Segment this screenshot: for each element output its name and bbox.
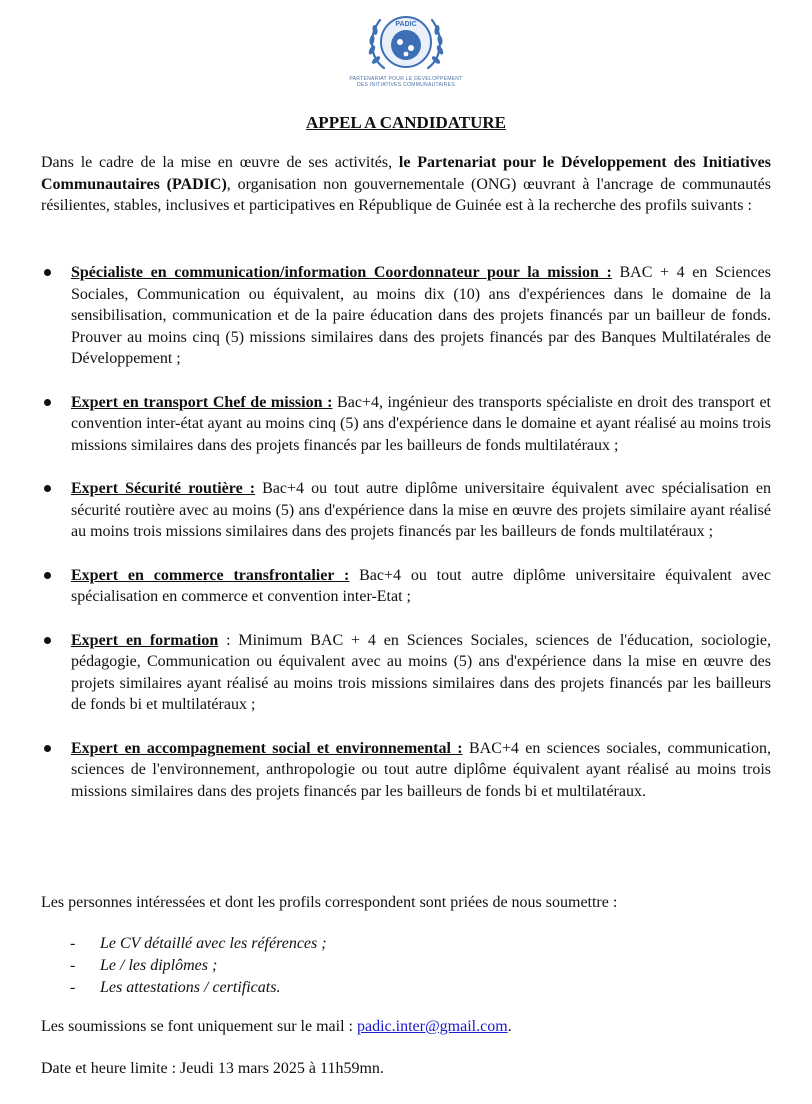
profile-heading: Expert Sécurité routière :	[71, 480, 256, 497]
deadline-line: Date et heure limite : Jeudi 13 mars 2025 à 11h59mn.	[41, 1060, 384, 1077]
intro-paragraph	[41, 152, 771, 217]
intro-organization: le Partenariat pour le Développement des Initiatives Communautaires (PADIC)	[41, 154, 772, 193]
logo-caption	[320, 76, 492, 88]
profile-heading: Expert en commerce transfrontalier :	[71, 566, 350, 584]
documents-list	[70, 933, 327, 999]
submission-end: .	[507, 1018, 512, 1035]
list-item	[70, 933, 327, 955]
list-item	[71, 565, 771, 608]
bullet-icon	[44, 572, 51, 579]
dash-icon: -	[70, 979, 76, 996]
document-item: Le / les diplômes ;	[100, 957, 218, 974]
profile-text: Bac+4, ingénieur des transports spécialiste en droit des transport et convention inter-état ayant au moins cinq (5) ans d'expérience dans le domaine et ayant réalisé au moins trois missions similaires dans des projets financés par les bailleurs de fonds multilatéraux ;	[71, 393, 772, 454]
document-item: Les attestations / certificats.	[100, 979, 281, 996]
profile-heading: Expert en transport Chef de mission :	[71, 393, 333, 411]
submission-text: Les soumissions se font uniquement sur le mail :	[41, 1018, 357, 1035]
dash-icon: -	[70, 935, 76, 952]
profile-text: Bac+4 ou tout autre diplôme universitaire équivalent avec spécialisation en commerce et convention inter-Etat ;	[71, 566, 771, 605]
bullet-icon	[44, 485, 51, 492]
bullet-icon	[44, 637, 51, 644]
logo-caption-line2: DES INITIATIVES COMMUNAUTAIRES	[357, 82, 455, 88]
list-item	[71, 630, 771, 716]
profile-heading: Spécialiste en communication/information Coordonnateur pour la mission :	[71, 264, 612, 281]
dash-icon: -	[70, 957, 76, 974]
list-item	[71, 738, 771, 803]
logo-caption-line1: PARTENARIAT POUR LE DEVELOPPEMENT	[349, 76, 463, 82]
list-item	[71, 392, 771, 457]
list-item	[71, 262, 771, 370]
bullet-icon	[44, 269, 51, 276]
profile-heading: Expert en formation	[71, 631, 219, 649]
intro-before: Dans le cadre de la mise en œuvre de ses activités,	[41, 154, 399, 171]
list-item	[71, 478, 771, 543]
profile-text: BAC+4 en sciences sociales, communication, sciences de l'environnement, anthropologie ou tout autre diplôme équivalent ayant réalisé au moins trois missions similaires dans des projets financés par les bailleurs de fonds bi et multilatéraux.	[71, 739, 771, 800]
closing-paragraph: Les personnes intéressées et dont les profils correspondent sont priées de nous soumettre :	[41, 894, 618, 911]
profile-text: : Minimum BAC + 4 en Sciences Sociales, sciences de l'éducation, sociologie, pédagogie, Communication ou équivalent avec au moins (5) ans d'expérience dans la mise en œuvre des projets similaires ayant réalisé au moins trois missions similaires dans des projets financés par les bailleurs de fonds bi et multilatéraux ;	[71, 631, 772, 713]
list-item	[70, 977, 327, 999]
intro-after: , organisation non gouvernementale (ONG) œuvrant à l'ancrage de communautés résilientes, stables, inclusives et participatives en République de Guinée est à la recherche des profils suivants :	[41, 175, 772, 214]
profile-heading: Expert en accompagnement social et environnemental :	[71, 739, 463, 757]
profile-text: BAC + 4 en Sciences Sociales, Communication ou équivalent, au moins dix (10) ans d'expériences dans le domaine de la sensibilisation, communication et de la paire éducation dans des projets financés par un bailleur de fonds. Prouver au moins cinq (5) missions similaires dans des projets financés par des Banques Multilatérales de Développement ;	[71, 264, 771, 367]
submission-line	[41, 1016, 512, 1038]
profiles-list	[71, 262, 771, 824]
page-title: APPEL A CANDIDATURE	[306, 113, 506, 132]
document-item: Le CV détaillé avec les références ;	[100, 935, 327, 952]
bullet-icon	[44, 745, 51, 752]
list-item	[70, 955, 327, 977]
profile-text: Bac+4 ou tout autre diplôme universitaire équivalent avec spécialisation en sécurité routière avec au moins (5) ans d'expérience dans la mise en œuvre des projets similaire ayant réalisé au moins trois missions similaires dans des projets financés par les bailleurs de fonds multilatéraux ;	[71, 480, 771, 540]
logo-text: PADIC	[395, 21, 417, 28]
email-link[interactable]: padic.inter@gmail.com	[356, 1018, 508, 1035]
bullet-icon	[44, 399, 51, 406]
